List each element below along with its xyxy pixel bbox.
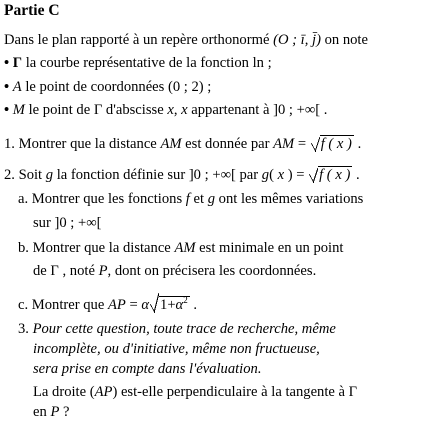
question-3-line5: en P ? bbox=[33, 404, 70, 420]
bullet-point-m: • M le point de Γ d'abscisse x, x appartenant à ]0 ; +∞[ . bbox=[4, 102, 328, 118]
question-1: 1. Montrer que la distance AM est donnée par AM = f ( x ) . bbox=[4, 136, 362, 152]
question-3-line2: incomplète, ou d'initiative, même non fructueuse, bbox=[33, 341, 320, 357]
bullet-point-a: • A le point de coordonnées (0 ; 2) ; bbox=[4, 79, 212, 95]
section-title: Partie C bbox=[4, 2, 60, 19]
question-2b-line1: b. Montrer que la distance AM est minimale en un point bbox=[18, 240, 344, 256]
question-2: 2. Soit g la fonction définie sur ]0 ; +∞[ par g( x ) = f ( x ) . bbox=[4, 167, 360, 183]
j-vector: j̄ bbox=[312, 32, 317, 48]
question-2a-line2: sur ]0 ; +∞[ bbox=[33, 215, 102, 231]
question-3-line1: 3. Pour cette question, toute trace de recherche, même bbox=[18, 321, 336, 337]
question-2b-line2: de Γ , noté P, dont on précisera les coordonnées. bbox=[33, 263, 317, 279]
interval-notation: ]0 ; +∞[ bbox=[273, 102, 321, 118]
question-3-line3: sera prise en compte dans l'évaluation. bbox=[33, 361, 262, 377]
question-2a-line1: a. Montrer que les fonctions f et g ont les mêmes variations bbox=[18, 191, 364, 207]
intro-text: Dans le plan rapporté à un repère orthonormé bbox=[4, 32, 274, 48]
i-vector: ī bbox=[300, 32, 305, 48]
sqrt-symbol: f ( x ) bbox=[311, 135, 354, 153]
sqrt-symbol-3: $1+\alpha^2$ bbox=[150, 291, 190, 314]
sqrt-symbol-2: f ( x ) bbox=[309, 166, 352, 184]
bullet-curve: • Γ la courbe représentative de la fonction ln ; bbox=[4, 55, 272, 71]
question-3-line4: La droite (AP) est-elle perpendiculaire à la tangente à Γ bbox=[33, 384, 358, 400]
frame-notation: (O ; ī, j̄) bbox=[273, 32, 321, 48]
question-2c: c. Montrer que AP = α $1+\alpha^2$ . bbox=[18, 291, 197, 314]
intro-line: Dans le plan rapporté à un repère orthonormé (O ; ī, j̄) on note bbox=[4, 32, 368, 48]
